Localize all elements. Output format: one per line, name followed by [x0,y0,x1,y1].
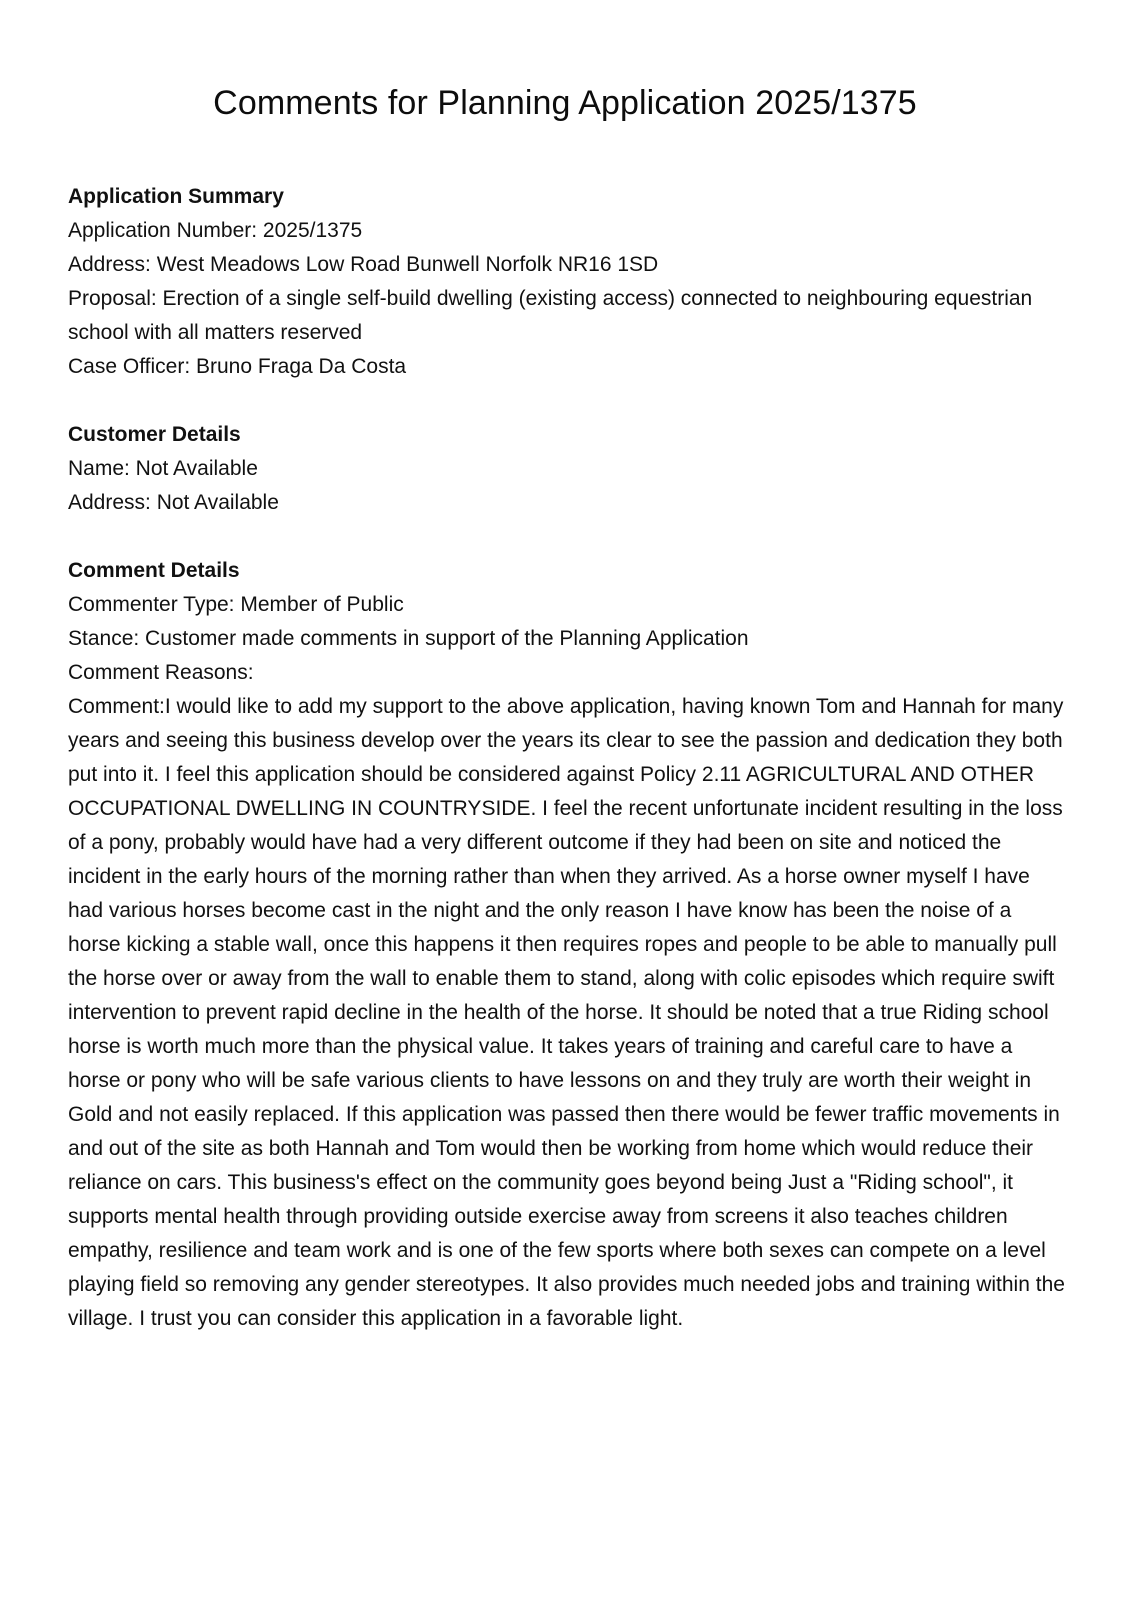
application-summary-heading: Application Summary [68,185,284,208]
case-officer: Case Officer: Bruno Fraga Da Costa [68,355,407,378]
stance: Stance: Customer made comments in support of the Planning Application [68,627,749,650]
commenter-type: Commenter Type: Member of Public [68,593,404,616]
customer-details-section [68,418,1068,520]
customer-name: Name: Not Available [68,457,258,480]
customer-details-heading: Customer Details [68,423,241,446]
comment-reasons: Comment Reasons: [68,661,254,684]
page-title: Comments for Planning Application 2025/1375 [213,84,917,122]
application-number: Application Number: 2025/1375 [68,219,363,242]
application-summary-section [68,180,1068,384]
comment-details-section [68,554,1068,1336]
customer-address: Address: Not Available [68,491,279,514]
comment-text: Comment:I would like to add my support to the above application, having known Tom and Hannah for many years and seeing this business develop over the years its clear to see the passion and dedication they both put into it. I feel this application should be considered against Policy 2.11 AGRICULTURAL AND OTHER OCCUPATIONAL DWELLING IN COUNTRYSIDE. I feel the recent unfortunate incident resulting in the loss of a pony, probably would have had a very different outcome if they had been on site and noticed the incident in the early hours of the morning rather than when they arrived. As a horse owner myself I have had various horses become cast in the night and the only reason I have know has been the noise of a horse kicking a stable wall, once this happens it then requires ropes and people to be able to manually pull the horse over or away from the wall to enable them to stand, along with colic episodes which require swift intervention to prevent rapid decline in the health of the horse. It should be noted that a true Riding school horse is worth much more than the physical value. It takes years of training and careful care to have a horse or pony who will be safe various clients to have lessons on and they truly are worth their weight in Gold and not easily replaced. If this application was passed then there would be fewer traffic movements in and out of the site as both Hannah and Tom would then be working from home which would reduce their reliance on cars. This business's effect on the community goes beyond being Just a "Riding school", it supports mental health through providing outside exercise away from screens it also teaches children empathy, resilience and team work and is one of the few sports where both sexes can compete on a level playing field so removing any gender stereotypes. It also provides much needed jobs and training within the village. I trust you can consider this application in a favorable light. [68,695,1065,1330]
application-address: Address: West Meadows Low Road Bunwell Norfolk NR16 1SD [68,253,659,276]
comment-details-heading: Comment Details [68,559,240,582]
proposal: Proposal: Erection of a single self-build dwelling (existing access) connected to neighbouring equestrian school with all matters reserved [68,287,1033,344]
document-body [68,180,1068,1370]
